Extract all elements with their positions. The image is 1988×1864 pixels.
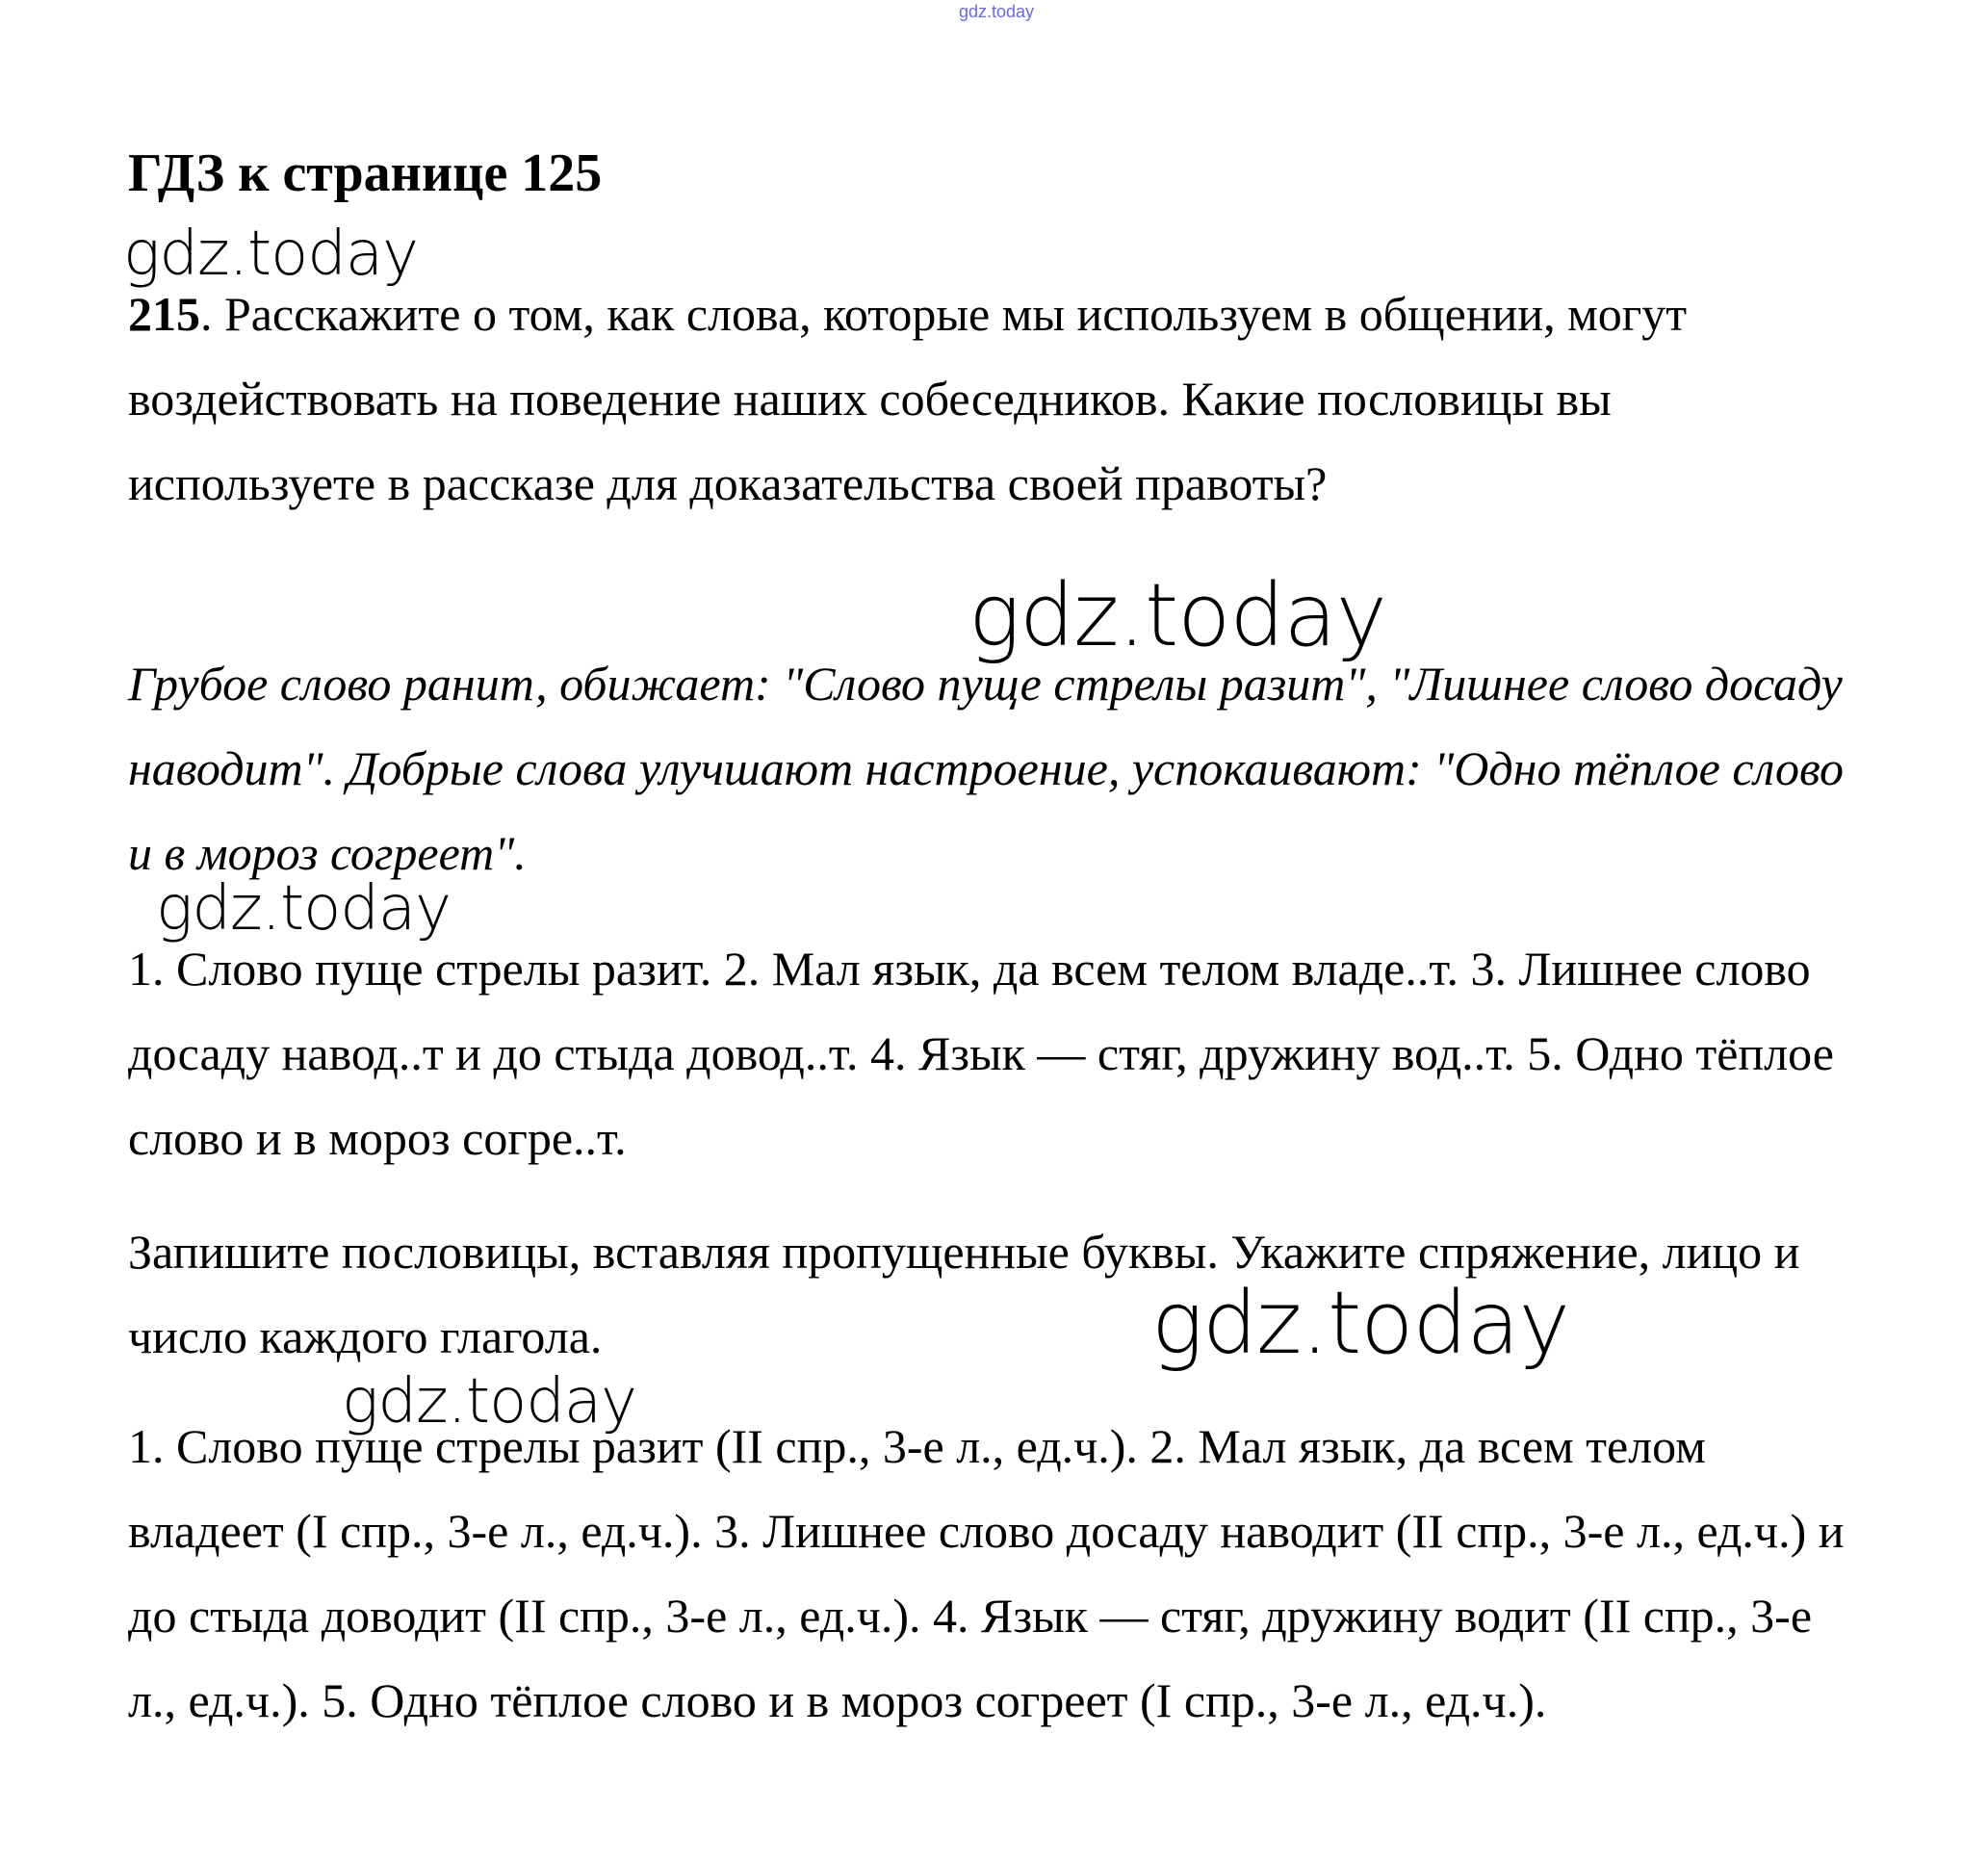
task-text bbox=[128, 272, 1861, 526]
site-mark: gdz.today bbox=[959, 2, 1035, 21]
task-question: . Расскажите о том, как слова, которые мы используем в общении, могут воздействовать на поведение наших собеседников. Какие пословицы вы используете в рассказе для доказательства своей правоты? bbox=[128, 287, 1688, 510]
answer-italic: Грубое слово ранит, обижает: "Слово пуще стрелы разит", "Лишнее слово досаду наводит". Добрые слова улучшают настроение, успокаивают: "Одно тёплое слово и в мороз согреет". bbox=[128, 657, 1845, 880]
watermark: gdz.today bbox=[1151, 1273, 1569, 1374]
instruction: Запишите пословицы, вставляя пропущенные буквы. Укажите спряжение, лицо и число каждого глагола. bbox=[128, 1225, 1800, 1363]
watermark: gdz.today bbox=[342, 1366, 636, 1437]
answer-final: 1. Слово пуще стрелы разит (II спр., 3-е л., ед.ч.). 2. Мал язык, да всем телом владеет (I спр., 3-е л., ед.ч.). 3. Лишнее слово досаду наводит (II спр., 3-е л., ед.ч.) и до стыда доводит (II спр., 3-е л., ед.ч.). 4. Язык — стяг, дружину водит (II спр., 3-е л., ед.ч.). 5. Одно тёплое слово и в мороз согреет (I спр., 3-е л., ед.ч.). bbox=[128, 1419, 1845, 1727]
task-number: 215 bbox=[128, 287, 200, 341]
watermark: gdz.today bbox=[156, 873, 451, 945]
watermark: gdz.today bbox=[968, 565, 1386, 666]
page-title: ГДЗ к странице 125 bbox=[128, 143, 603, 203]
watermark: gdz.today bbox=[123, 219, 418, 290]
proverbs-exercise: 1. Слово пуще стрелы разит. 2. Мал язык, да всем телом владе..т. 3. Лишнее слово досаду навод..т и до стыда довод..т. 4. Язык — стяг, дружину вод..т. 5. Одно тёплое слово и в мороз согре..т. bbox=[128, 942, 1834, 1165]
